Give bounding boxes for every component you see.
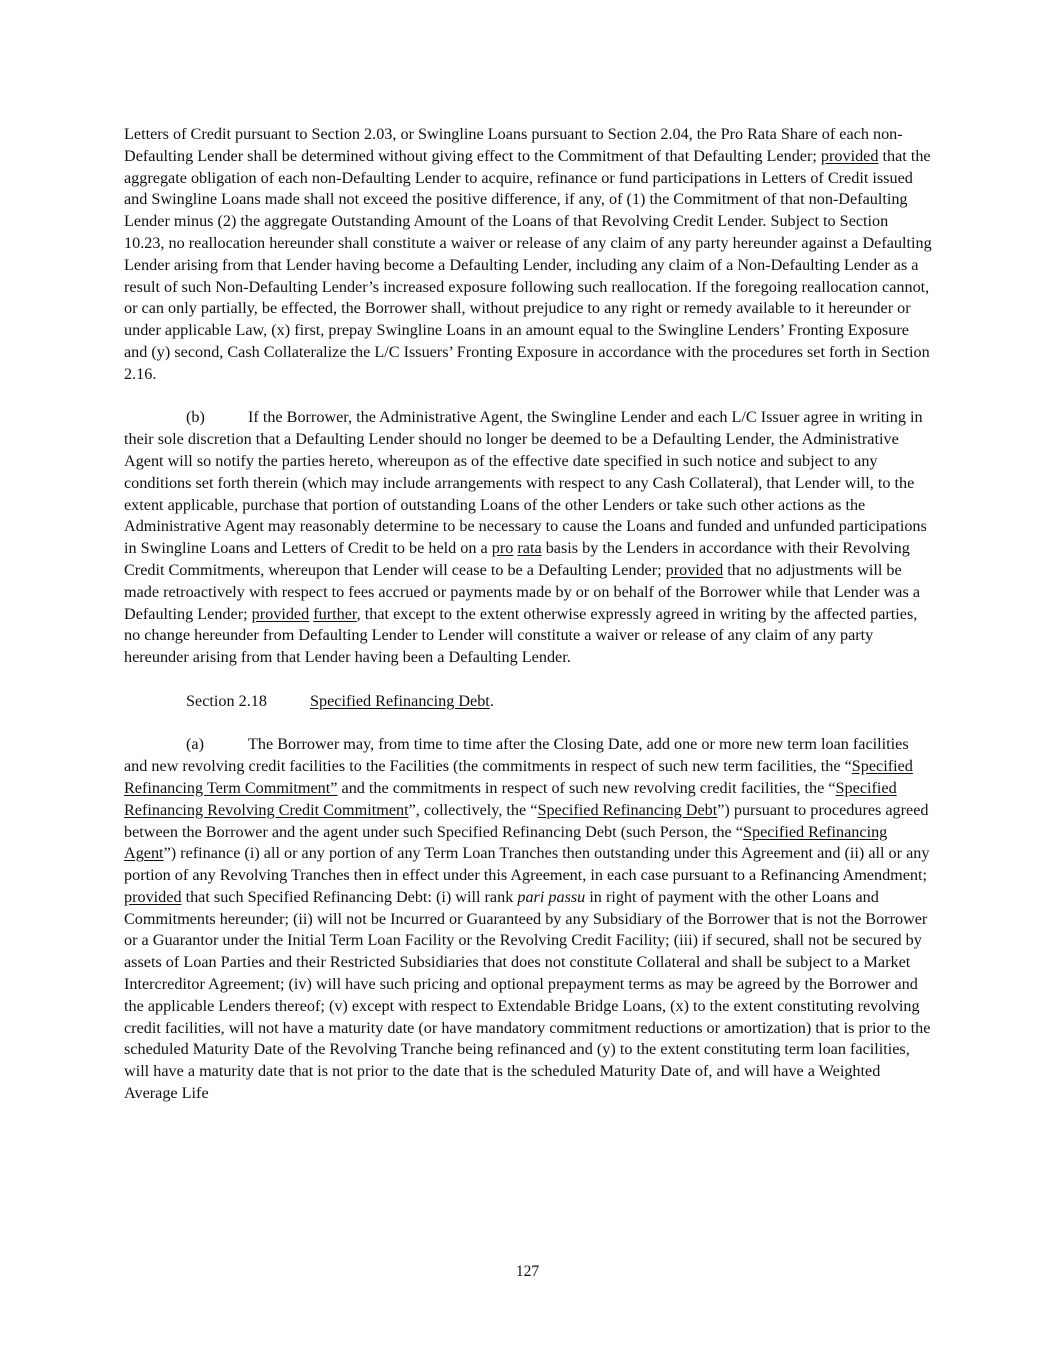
paragraph-b: (b) If the Borrower, the Administrative Agent, the Swingline Lender and each L/C Issuer agree in writing in their sole discretion that a Defaulting Lender should no longer be deemed to be a Defaulting Lender, the Administrative Agent will so notify the parties hereto, whereupon as of the effective date specified in such notice and subject to any conditions set forth therein (which may include arrangements with respect to any Cash Collateral), that Lender will, to the extent applicable, purchase that portion of outstanding Loans of the other Lenders or take such other actions as the Administrative Agent may reasonably determine to be necessary to cause the Loans and funded and unfunded participations in Swingline Loans and Letters of Credit to be held on a pro rata basis by the Lenders in accordance with their Revolving Credit Commitments, whereupon that Lender will cease to be a Defaulting Lender; provided that no adjustments will be made retroactively with respect to fees accrued or payments made by or on behalf of the Borrower while that Lender was a Defaulting Lender; provided further, that except to the extent otherwise expressly agreed in writing by the affected parties, no change hereunder from Defaulting Lender to Lender will constitute a waiver or release of any claim of any party hereunder arising from that Lender having been a Defaulting Lender.: [124, 408, 927, 667]
section-number: Section 2.18: [186, 691, 267, 710]
paragraph-a: (a) The Borrower may, from time to time after the Closing Date, add one or more new term loan facilities and new revolving credit facilities to the Facilities (the commitments in respect of such new term facilities, the “Specified Refinancing Term Commitment” and the commitments in respect of such new revolving credit facilities, the “Specified Refinancing Revolving Credit Commitment”, collectively, the “Specified Refinancing Debt”) pursuant to procedures agreed between the Borrower and the agent under such Specified Refinancing Debt (such Person, the “Specified Refinancing Agent”) refinance (i) all or any portion of any Term Loan Tranches then outstanding under this Agreement and (ii) all or any portion of any Revolving Tranches then in effect under this Agreement, in each case pursuant to a Refinancing Amendment; provided that such Specified Refinancing Debt: (i) will rank pari passu in right of payment with the other Loans and Commitments hereunder; (ii) will not be Incurred or Guaranteed by any Subsidiary of the Borrower that is not the Borrower or a Guarantor under the Initial Term Loan Facility or the Revolving Credit Facility; (iii) if secured, shall not be secured by assets of Loan Parties and their Restricted Subsidiaries that does not constitute Collateral and shall be subject to a Market Intercreditor Agreement; (iv) will have such pricing and optional prepayment terms as may be agreed by the Borrower and the applicable Lenders thereof; (v) except with respect to Extendable Bridge Loans, (x) to the extent constituting revolving credit facilities, will not have a maturity date (or have mandatory commitment reductions or amortization) that is prior to the scheduled Maturity Date of the Revolving Tranche being refinanced and (y) to the extent constituting term loan facilities, will have a maturity date that is not prior to the date that is the scheduled Maturity Date of, and will have a Weighted Average Life: [124, 735, 931, 1103]
document-page: [124, 124, 932, 1127]
pari-passu-term: pari passu: [517, 887, 586, 906]
rata-term: rata: [517, 539, 542, 558]
provided-term: provided: [665, 560, 724, 579]
defined-term: Specified Refinancing Debt: [537, 800, 718, 819]
page-number: 127: [515, 1263, 540, 1280]
defined-term: Specified Refinancing Agent: [124, 822, 888, 863]
defined-term: Specified Refinancing Term Commitment”: [124, 757, 913, 797]
provided-term: provided: [251, 604, 310, 623]
provided-term: provided: [124, 887, 182, 906]
section-title: Specified Refinancing Debt: [310, 691, 490, 710]
defined-term: Specified Refinancing Revolving Credit Commitment: [124, 778, 897, 819]
paragraph-label: (b): [186, 408, 205, 427]
provided-term: provided: [820, 146, 879, 165]
pro-term: pro: [491, 539, 514, 558]
paragraph-continuation: Letters of Credit pursuant to Section 2.03, or Swingline Loans pursuant to Section 2.04, the Pro Rata Share of each non-Defaulting Lender shall be determined without giving effect to the Commitment of that Defaulting Lender; provided that the aggregate obligation of each non-Defaulting Lender to acquire, refinance or fund participations in Letters of Credit issued and Swingline Loans made shall not exceed the positive difference, if any, of (1) the Commitment of that non-Defaulting Lender minus (2) the aggregate Outstanding Amount of the Loans of that Revolving Credit Lender. Subject to Section 10.23, no reallocation hereunder shall constitute a waiver or release of any claim of any party hereunder against a Defaulting Lender arising from that Lender having become a Defaulting Lender, including any claim of a Non-Defaulting Lender as a result of such Non-Defaulting Lender’s increased exposure following such reallocation. If the foregoing reallocation cannot, or can only partially, be effected, the Borrower shall, without prejudice to any right or remedy available to it hereunder or under applicable Law, (x) first, prepay Swingline Loans in an amount equal to the Swingline Lenders’ Fronting Exposure and (y) second, Cash Collateralize the L/C Issuers’ Fronting Exposure in accordance with the procedures set forth in Section 2.16.: [124, 125, 932, 383]
section-heading: Section 2.18 Specified Refinancing Debt.: [124, 691, 932, 713]
further-term: further: [313, 604, 357, 623]
paragraph-label: (a): [186, 735, 204, 754]
